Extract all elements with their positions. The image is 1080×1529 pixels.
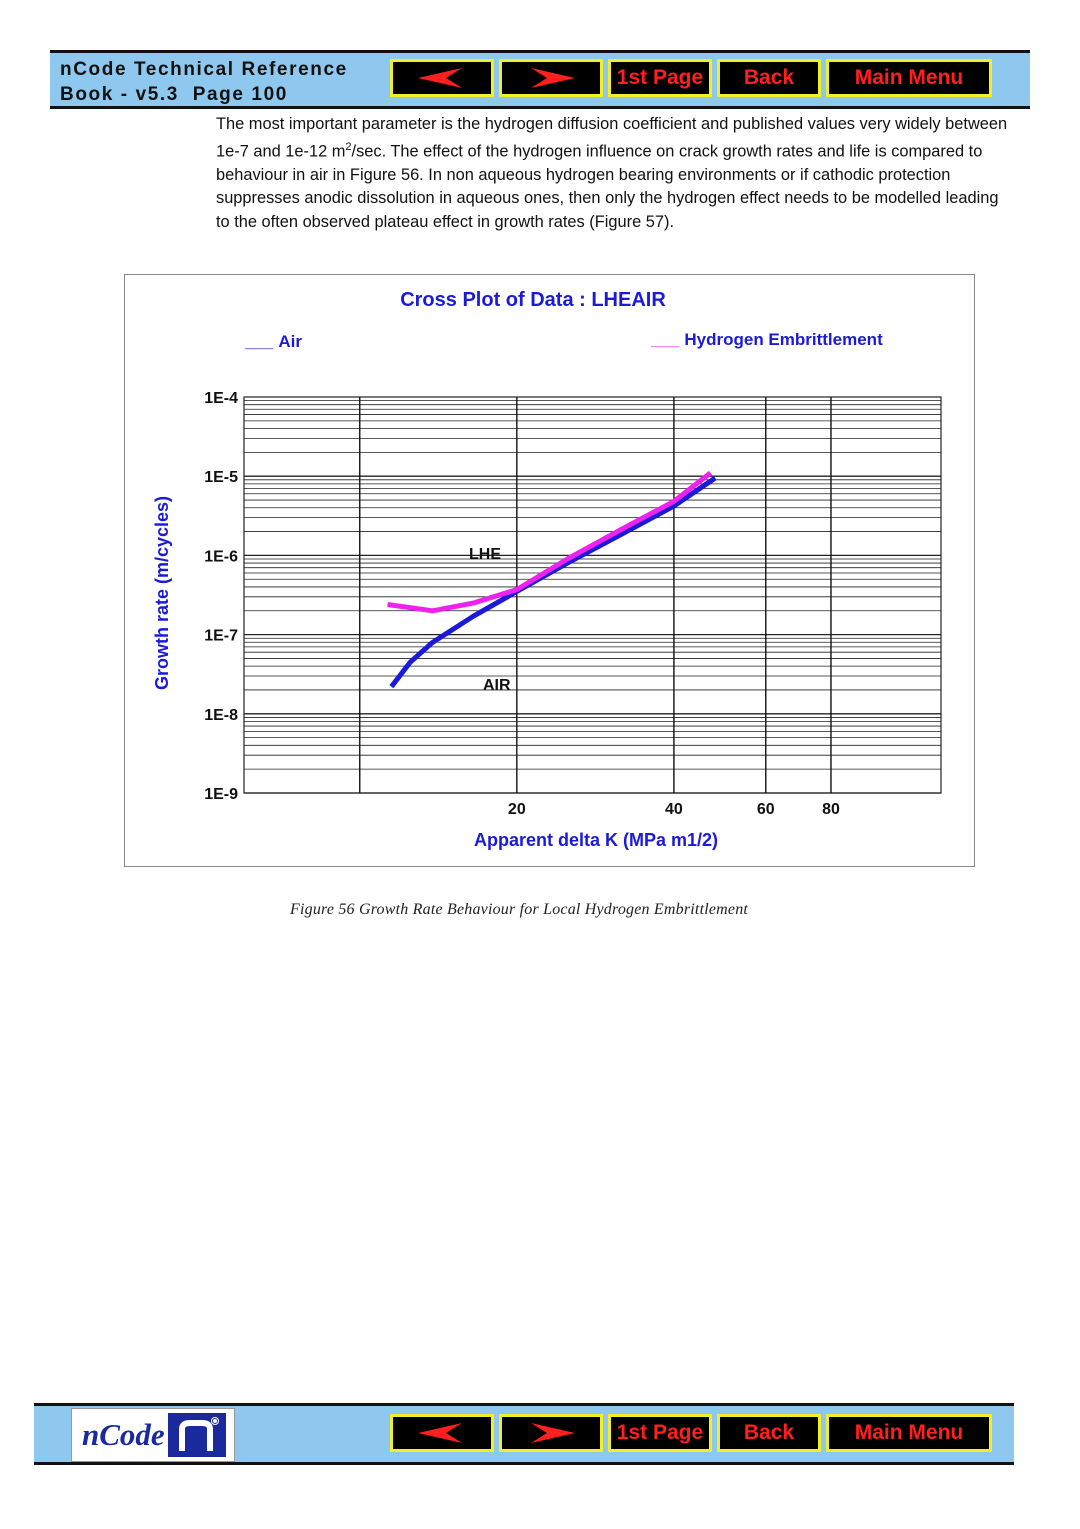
first-page-button[interactable]: 1st Page: [608, 59, 712, 97]
x-axis-label: Apparent delta K (MPa m1/2): [473, 830, 719, 850]
figure-frame: [124, 274, 975, 867]
footer-next-page-button[interactable]: [499, 1414, 603, 1452]
y-tick-label: 1E-5: [204, 469, 238, 487]
legend-air-label: Air: [278, 332, 302, 351]
legend-air-prefix: ___: [245, 332, 274, 351]
body-paragraph: [216, 113, 1016, 234]
x-tick-label: 80: [822, 801, 840, 818]
top-nav-bar: [50, 50, 1030, 109]
right-arrow-icon: [525, 1422, 577, 1444]
footer-main-menu-button[interactable]: Main Menu: [826, 1414, 992, 1452]
left-arrow-icon: [416, 67, 468, 89]
x-tick-label: 60: [756, 801, 775, 818]
header-title-line1: nCode Technical Reference: [60, 59, 348, 80]
legend-hydrogen: [650, 330, 883, 349]
y-tick-label: 1E-8: [204, 706, 238, 724]
chart-title: Cross Plot of Data : LHEAIR: [400, 289, 666, 311]
logo-text: nCode: [82, 1417, 165, 1452]
legend-hydrogen-label: Hydrogen Embrittlement: [684, 330, 883, 349]
y-axis-label: Growth rate (m/cycles): [152, 495, 172, 691]
header-title-line2: Book - v5.3 Page 100: [60, 84, 288, 105]
y-tick-label: 1E-4: [204, 390, 238, 407]
y-tick-label: 1E-6: [204, 548, 238, 566]
plot-labels: [204, 390, 840, 818]
plot-area-border: [244, 397, 941, 793]
footer-back-button[interactable]: Back: [717, 1414, 821, 1452]
main-menu-button[interactable]: Main Menu: [826, 59, 992, 97]
series-line-air: [391, 478, 715, 687]
annotation-air: AIR: [483, 677, 511, 694]
body-text-part2: /sec. The effect of the hydrogen influence on crack growth rates and life is compared to behaviour in air in Figure 56. In non aqueous hydrogen bearing environments or if cathodic protection suppresses anodic dissolution in aqueous ones, then only the hydrogen effect needs to be modelled leading to the often observed plateau effect in growth rates (Figure 57).: [216, 142, 999, 231]
figure-caption: Figure 56 Growth Rate Behaviour for Local Hydrogen Embrittlement: [290, 901, 749, 918]
prev-page-button[interactable]: [390, 59, 494, 97]
chart: [125, 275, 974, 866]
body-text-part1: The most important parameter is the hydrogen diffusion coefficient and published values very widely between 1e-7 and 1e-12 m: [216, 115, 1008, 161]
legend-air: [244, 332, 302, 351]
plot-series: [388, 473, 716, 687]
footer-first-page-button[interactable]: 1st Page: [608, 1414, 712, 1452]
x-tick-label: 40: [665, 801, 683, 818]
x-tick-label: 20: [507, 801, 526, 818]
left-arrow-icon: [416, 1422, 468, 1444]
ncode-logo: [71, 1408, 235, 1462]
plot-grid: [244, 397, 941, 793]
legend-hydrogen-prefix: ___: [651, 330, 680, 349]
back-button[interactable]: Back: [717, 59, 821, 97]
annotation-lhe: LHE: [469, 546, 501, 563]
ncode-n-logo-icon: [168, 1413, 226, 1457]
y-tick-label: 1E-7: [204, 627, 238, 645]
footer-prev-page-button[interactable]: [390, 1414, 494, 1452]
superscript: 2: [345, 141, 352, 154]
right-arrow-icon: [525, 67, 577, 89]
header-title: [60, 57, 348, 107]
y-tick-label: 1E-9: [204, 786, 238, 803]
bottom-nav-bar: [34, 1403, 1014, 1465]
next-page-button[interactable]: [499, 59, 603, 97]
